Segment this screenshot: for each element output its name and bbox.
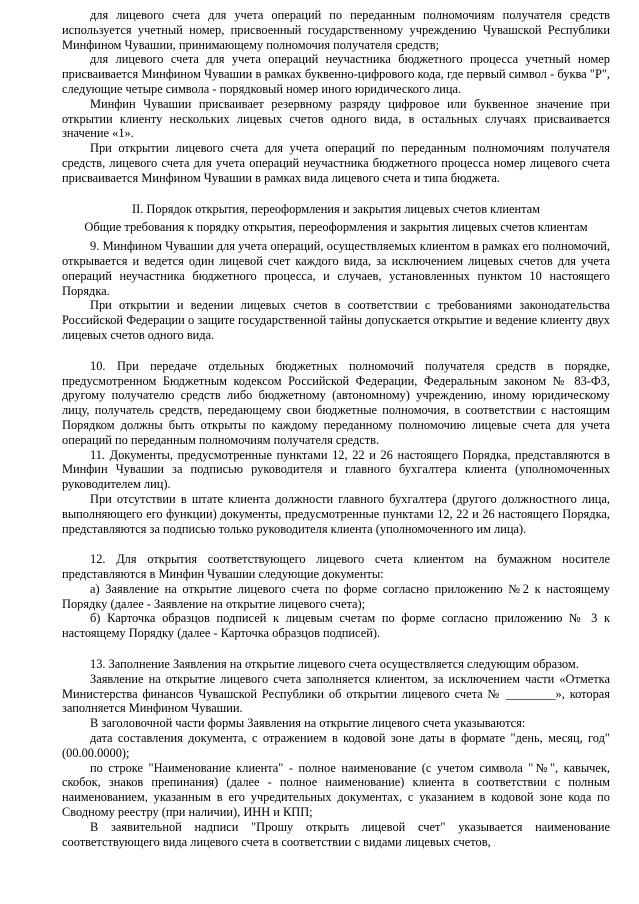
- section-subtitle: Общие требования к порядку открытия, переоформления и закрытия лицевых счетов клиентам: [84, 220, 588, 235]
- paragraph-item-13-filling: Заявление на открытие лицевого счета заполняется клиентом, за исключением части «Отметка Министерства финансов Чувашской Республики об открытии лицевого счета № ________», которая заполняется Минфином Чувашии.: [62, 671, 610, 716]
- paragraph-item-10: 10. При передаче отдельных бюджетных полномочий получателя средств в порядке, предусмотренном Бюджетным кодексом Российской Федерации, Федеральным законом № 83-ФЗ, другому получателю средств либо бюджетному (автономному) учреждению, иному юридическому лицу, получатель средств, передающему свои бюджетные полномочия, в соответствии с настоящим Порядком должны быть открыты по каждому переданному полномочию лицевые счета для учета операций по переданным полномочиям получателя средств.: [62, 358, 610, 447]
- paragraph-non-participant-account-number: для лицевого счета для учета операций неучастника бюджетного процесса учетный номер присваивается Минфином Чувашии в рамках буквенно-цифрового кода, где первый символ - буква "Р", следующие четыре символа - порядковый номер иного юридического лица.: [62, 52, 610, 96]
- paragraph-item-9: 9. Минфином Чувашии для учета операций, осуществляемых клиентом в рамках его полномочий, открывается и ведется один лицевой счет каждого вида, за исключением лицевых счетов для учета операций неучастника бюджетного процесса, и случаев, установленных пунктом 10 настоящего Порядка.: [62, 239, 610, 298]
- paragraph-item-9-secrecy: При открытии и ведении лицевых счетов в соответствии с требованиями законодательства Российской Федерации о защите государственной тайны допускается открытие и ведение клиенту двух лицевых счетов одного вида.: [62, 298, 610, 342]
- paragraph-item-12-b: б) Карточка образцов подписей к лицевым счетам по форме согласно приложению № 3 к настоящему Порядку (далее - Карточка образцов подписей).: [62, 611, 610, 641]
- paragraph-item-13-request: В заявительной надписи "Прошу открыть лицевой счет" указывается наименование соответствующего вида лицевого счета в соответствии с видами лицевых счетов,: [62, 819, 610, 849]
- section-title: II. Порядок открытия, переоформления и закрытия лицевых счетов клиентам: [131, 201, 541, 216]
- paragraph-item-12: 12. Для открытия соответствующего лицевого счета клиентом на бумажном носителе представляются в Минфин Чувашии следующие документы:: [62, 552, 610, 582]
- paragraph-item-13-client-name: по строке "Наименование клиента" - полное наименование (с учетом символа "№", кавычек, скобок, знаков препинания) (далее - полное наименование) клиента в соответствии с полным наименованием, указанным в его учредительных документах, с указанием в кодовой зоне кода по Сводному реестру (при наличии), ИНН и КПП;: [62, 760, 610, 820]
- paragraph-item-13-date: дата составления документа, с отражением в кодовой зоне даты в формате "день, месяц, год" (00.00.0000);: [62, 731, 610, 760]
- paragraph-item-13-header: В заголовочной части формы Заявления на открытие лицевого счета указываются:: [90, 716, 526, 731]
- paragraph-item-11: 11. Документы, предусмотренные пунктами 12, 22 и 26 настоящего Порядка, представляются в Минфин Чувашии за подписью руководителя и главного бухгалтера клиента (уполномоченных руководителем лиц).: [62, 447, 610, 492]
- paragraph-passing-powers-account-number: для лицевого счета для учета операций по переданным полномочиям получателя средств используется учетный номер, присвоенный государственному учреждению Чувашской Республики Минфином Чувашии, принимающему полномочия получателя средств;: [62, 8, 610, 52]
- paragraph-item-13: 13. Заполнение Заявления на открытие лицевого счета осуществляется следующим образом.: [90, 657, 579, 672]
- paragraph-reserve-digit: Минфин Чувашии присваивает резервному разряду цифровое или буквенное значение при открытии клиенту нескольких лицевых счетов одного вида, в остальных случаях присваивается значение «1».: [62, 96, 610, 141]
- paragraph-item-12-a: а) Заявление на открытие лицевого счета по форме согласно приложению №2 к настоящему Порядку (далее - Заявление на открытие лицевого счета);: [62, 581, 610, 611]
- paragraph-account-number-assignment: При открытии лицевого счета для учета операций по переданным полномочиям получателя средств, лицевого счета для учета операций неучастника бюджетного процесса номер лицевого счета присваивается Минфином Чувашии в рамках вида лицевого счета и типа бюджета.: [62, 141, 610, 185]
- paragraph-item-11-no-accountant: При отсутствии в штате клиента должности главного бухгалтера (другого должностного лица, выполняющего его функции) документы, предусмотренные пунктами 12, 22 и 26 настоящего Порядка, представляются за подписью только руководителя клиента (уполномоченного им лица).: [62, 491, 610, 536]
- document-page: [62, 8, 610, 849]
